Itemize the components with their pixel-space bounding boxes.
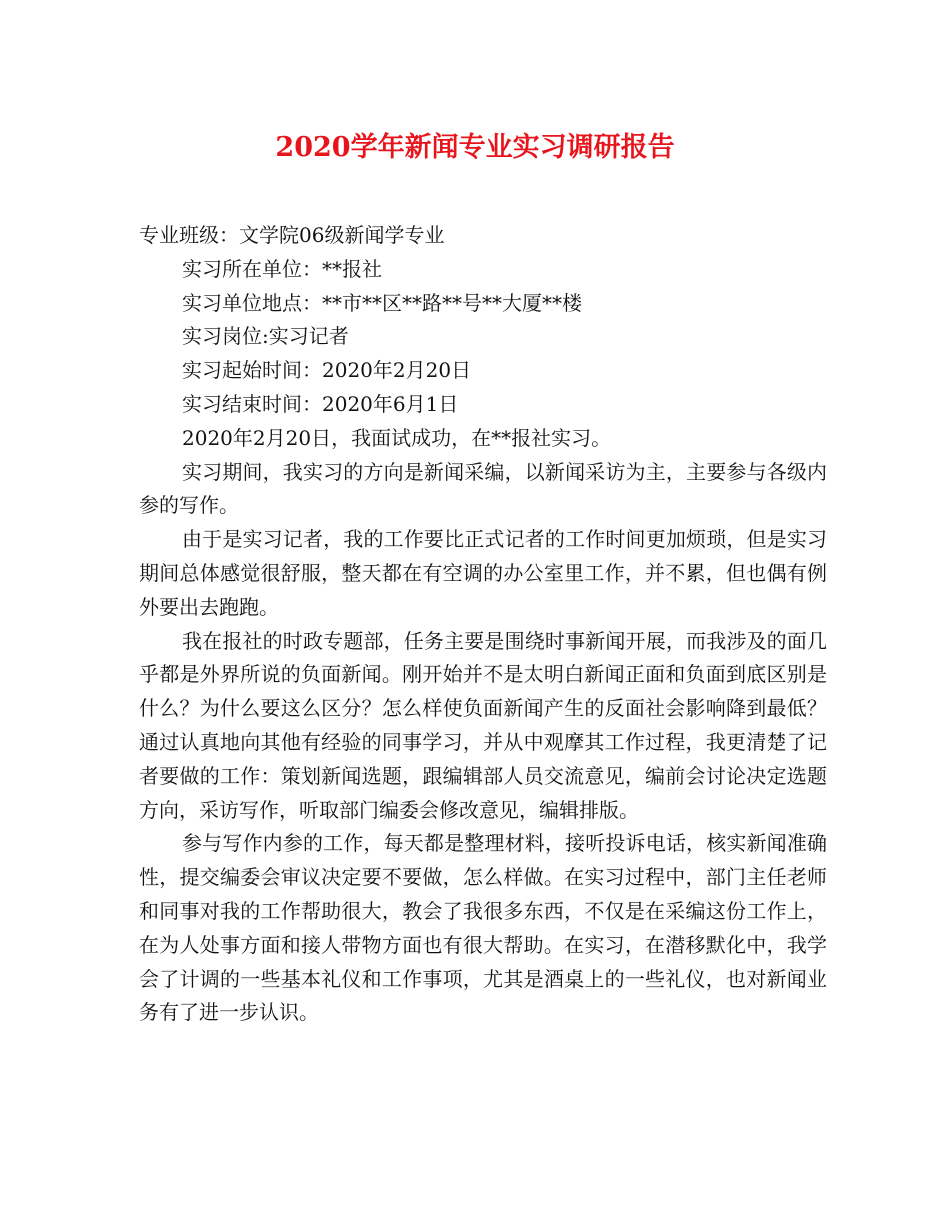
paragraph-direction: 实习期间，我实习的方向是新闻采编，以新闻采访为主，主要参与各级内参的写作。 [139,459,827,518]
paragraph-start-date: 实习起始时间：2020年2月20日 [182,358,472,383]
paragraph-department-work: 我在报社的时政专题部，任务主要是围绕时事新闻开展，而我涉及的面几乎都是外界所说的负面新闻。刚开始并不是太明白新闻正面和负面到底区别是什么？为什么要这么区分？怎么样使负面新闻产生的反面社会影响降到最低？通过认真地向其他有经验的同事学习，并从中观摩其工作过程，我更清楚了记者要做的工作：策划新闻选题，跟编辑部人员交流意见，编前会讨论决定选题方向，采访写作，听取部门编委会修改意见，编辑排版。 [139,628,827,822]
paragraph-unit-location: 实习单位地点：**市**区**路**号**大厦**楼 [182,290,582,315]
document-body [139,219,827,1030]
paragraph-major-class: 专业班级：文学院06级新闻学专业 [139,223,445,247]
paragraph-end-date: 实习结束时间：2020年6月1日 [182,391,459,416]
paragraph-internship-unit: 实习所在单位：**报社 [182,256,382,281]
paragraph-position: 实习岗位:实习记者 [182,324,349,349]
document-title: 2020学年新闻专业实习调研报告 [275,132,675,163]
paragraph-work-feeling: 由于是实习记者，我的工作要比正式记者的工作时间更加烦琐，但是实习期间总体感觉很舒服，整天都在有空调的办公室里工作，并不累，但也偶有例外要出去跑跑。 [139,527,827,619]
paragraph-interview: 2020年2月20日，我面试成功，在**报社实习。 [182,425,612,450]
paragraph-internal-reference: 参与写作内参的工作，每天都是整理材料，接听投诉电话，核实新闻准确性，提交编委会审议决定要不要做，怎么样做。在实习过程中，部门主任老师和同事对我的工作帮助很大，教会了我很多东西，不仅是在采编这份工作上，在为人处事方面和接人带物方面也有很大帮助。在实习，在潜移默化中，我学会了计调的一些基本礼仪和工作事项，尤其是酒桌上的一些礼仪，也对新闻业务有了进一步认识。 [139,831,827,1025]
